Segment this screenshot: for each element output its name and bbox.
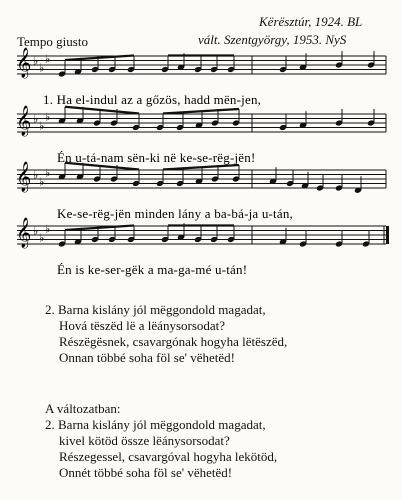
lyric-line-1: 1. Ha el-indul az a gőzös, hadd mën-jen, xyxy=(43,92,262,107)
flat-icon: ♭ xyxy=(39,231,45,245)
tempo-marking: Tempo giusto xyxy=(17,34,88,49)
flat-icon: ♭ xyxy=(45,166,51,180)
treble-clef-icon: 𝄞 xyxy=(16,218,32,248)
flat-icon: ♭ xyxy=(33,54,39,68)
flat-icon: ♭ xyxy=(39,119,45,133)
variant-line-4: Onnét többé soha föl se' vëhetëd! xyxy=(59,465,233,480)
treble-clef-icon: 𝄞 xyxy=(16,162,32,192)
beam xyxy=(163,109,239,114)
variant-line-3: Részegessel, csavargóval hogyha lekötöd, xyxy=(59,449,278,464)
flat-icon: ♭ xyxy=(33,224,39,238)
beam xyxy=(163,165,239,170)
treble-clef-icon: 𝄞 xyxy=(16,106,32,136)
lyric-line-3: Ke-se-rëg-jën minden lány a ba-bá-ja u-tán, xyxy=(57,206,293,221)
variant-line-2: kivel kötöd össze lëánysorsodat? xyxy=(59,433,230,448)
notes-staff-3 xyxy=(58,163,362,194)
verse-2-line-2: Hová tëszëd lë a lëánysorsodat? xyxy=(59,318,226,333)
lyric-line-2: Én u-tá-nam sën-ki në ke-se-rëg-jën! xyxy=(57,150,256,165)
staff-3 xyxy=(16,161,386,193)
verse-2 xyxy=(45,302,287,366)
flat-icon: ♭ xyxy=(33,112,39,126)
source-line-1: Kërësztúr, 1924. BL xyxy=(259,14,363,29)
variant-heading: A változatban: xyxy=(45,401,121,416)
notes-staff-1 xyxy=(58,51,375,78)
verse-2-line-4: Onnan többé soha föl se' vëhetëd! xyxy=(59,350,235,365)
lyric-line-4: Én is ke-ser-gëk a ma-ga-mé u-tán! xyxy=(57,262,248,277)
verse-2-line-3: Részëgësnek, csavargónak hogyha lëtëszëd, xyxy=(59,334,288,349)
flat-icon: ♭ xyxy=(33,168,39,182)
flat-icon: ♭ xyxy=(45,110,51,124)
source-line-2: vált. Szentgyörgy, 1953. NyS xyxy=(198,32,347,47)
treble-clef-icon: 𝄞 xyxy=(16,48,32,78)
staff-2 xyxy=(16,105,386,137)
verse-2-line-1: 2. Barna kislány jól mëggondold magadat, xyxy=(45,302,266,317)
staff-4 xyxy=(16,217,389,249)
variant-line-1: 2. Barna kislány jól mëggondold magadat, xyxy=(45,417,266,432)
variant-verse xyxy=(45,401,277,481)
flat-icon: ♭ xyxy=(39,175,45,189)
beam xyxy=(65,107,139,114)
final-barline xyxy=(386,226,389,244)
flat-icon: ♭ xyxy=(39,61,45,75)
flat-icon: ♭ xyxy=(45,52,51,66)
flat-icon: ♭ xyxy=(45,222,51,236)
